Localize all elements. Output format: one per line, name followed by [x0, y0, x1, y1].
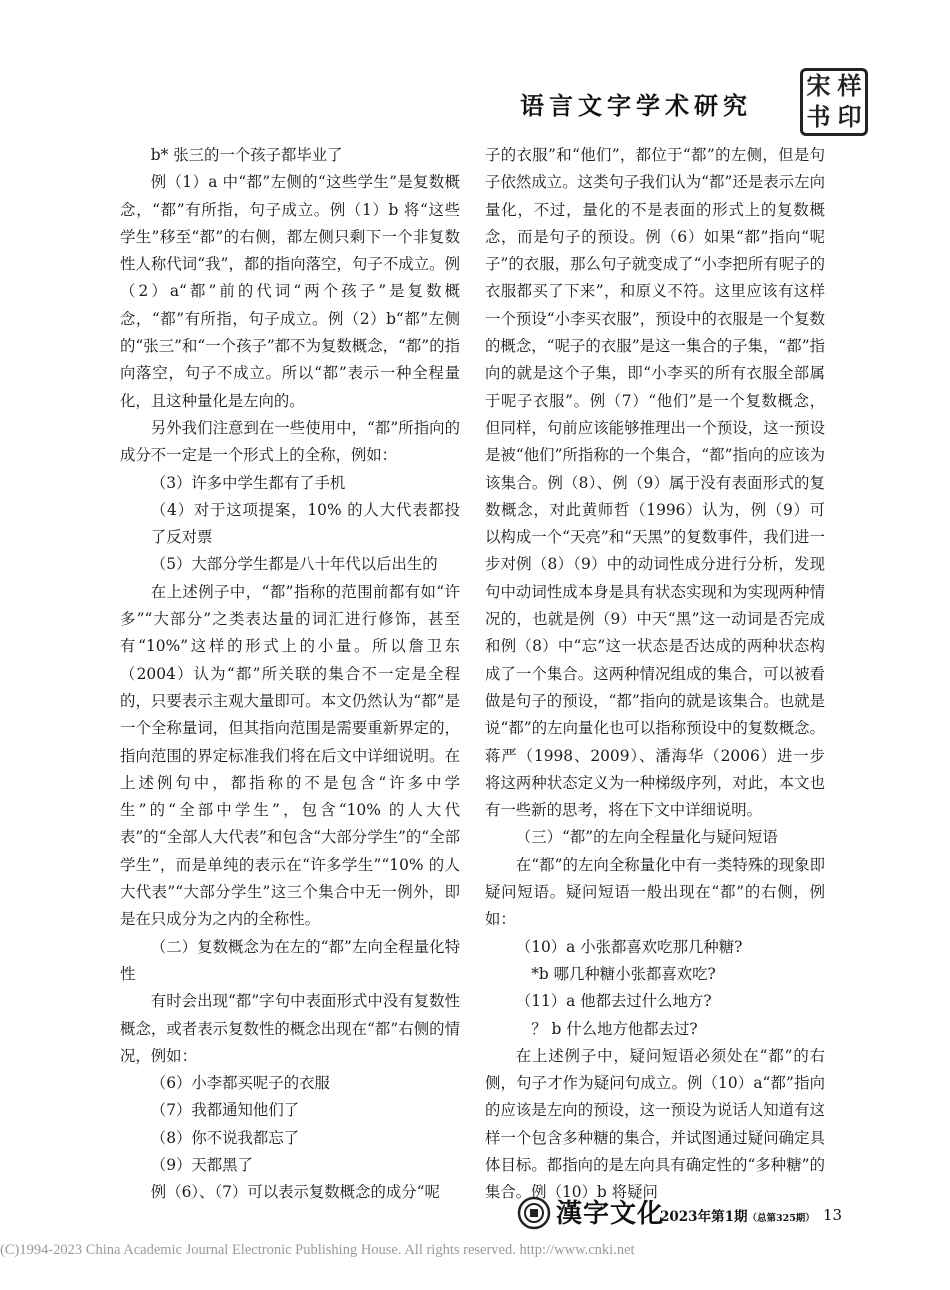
footer-issue-number: 2023年第1期 [660, 1209, 748, 1225]
right-text-column [485, 142, 825, 1207]
paragraph: ？ b 什么地方他都去过? [531, 1019, 698, 1038]
paragraph: 另外我们注意到在一些使用中，“都”所指向的成分不一定是一个形式上的全称，例如： [120, 418, 460, 465]
paragraph: 子的衣服”和“他们”，都位于“都”的左侧，但是句子依然成立。这类句子我们认为“都”还是表示左向量化，不过，量化的不是表面的形式上的复数概念，而是句子的预设。例（6）如果“都”指向“呢子”的衣服，那么句子就变成了“小李把所有呢子的衣服都买了下来”，和原义不符。这里应该有这样一个预设“小李买衣服”，预设中的衣服是一个复数的概念，“呢子的衣服”是这一集合的子集，“都”指向的就是这个子集，即“小李买的所有衣服全部属于呢子衣服”。例（7）“他们”是一个复数概念，但同样，句前应该能够推理出一个预设，这一预设是被“他们”所指称的一个集合，“都”指向的应该为该集合。例（8）、例（9）属于没有表面形式的复数概念，对此黄师哲（1996）认为，例（9）可以构成一个“天亮”和“天黑”的复数事件，我们进一步对例（8）（9）中的动词性成分进行分析，发现句中动词性成本身是具有状态实现和为实现两种情况的，也就是例（9）中天“黑”这一动词是否完成和例（8）中“忘”这一状态是否达成的两种状态构成了一个集合。这两种情况组成的集合，可以被看做是句子的预设，“都”指向的就是该集合。也就是说“都”的左向量化也可以指称预设中的复数概念。蒋严（1998、2009）、潘海华（2006）进一步将这两种状态定义为一种梯级序列，对此，本文也有一些新的思考，将在下文中详细说明。 [485, 146, 825, 820]
paragraph: （3）许多中学生都有了手机 [150, 473, 346, 492]
paragraph: 例（1）a 中“都”左侧的“这些学生”是复数概念，“都”有所指，句子成立。例（1）b 将“这些学生”移至“都”的右侧，都左侧只剩下一个非复数性人称代词“我”，都的指向落空，句子不成立。例（2）a“都”前的代词“两个孩子”是复数概念，“都”有所指，句子成立。例（2）b“都”左侧的“张三”和“一个孩子”都不为复数概念，“都”的指向落空，句子不成立。所以“都”表示一种全程量化，且这种量化是左向的。 [120, 173, 460, 410]
paragraph: 例（6）、（7）可以表示复数概念的成分“呢 [150, 1183, 440, 1202]
paragraph: （9）天都黑了 [150, 1155, 253, 1174]
paragraph: （10）a 小张都喜欢吃那几种糖? [515, 937, 743, 956]
journal-emblem-icon [517, 1196, 551, 1230]
paragraph: 有时会出现“都”字句中表面形式中没有复数性概念，或者表示复数性的概念出现在“都”右侧的情况，例如： [120, 992, 460, 1065]
paragraph: b* 张三的一个孩子都毕业了 [150, 146, 343, 164]
footer-issue [660, 1206, 815, 1228]
footer-journal-name: 漢字文化 [556, 1199, 665, 1229]
page-number: 13 [823, 1206, 843, 1224]
logo-char: 书 [806, 103, 831, 131]
logo-char: 样 [837, 72, 862, 100]
paragraph: （二）复数概念为在左的“都”左向全程量化特性 [120, 937, 460, 983]
paragraph: （5）大部分学生都是八十年代以后出生的 [150, 555, 438, 574]
paragraph: （7）我都通知他们了 [150, 1101, 300, 1120]
paragraph: 在上述例子中，“都”指称的范围前都有如“许多”“大部分”之类表达量的词汇进行修饰，甚至有“10%”这样的形式上的小量。所以詹卫东（2004）认为“都”所关联的集合不一定是全程的，只要表示主观大量即可。本文仍然认为“都”是一个全称量词，但其指向范围是需要重新界定的，指向范围的界定标准我们将在后文中详细说明。在上述例句中，都指称的不是包含“许多中学生”的“全部中学生”，包含“10% 的人大代表”的“全部人大代表”和包含“大部分学生”的“全部学生”，而是单纯的表示在“许多学生”“10% 的人大代表”“大部分学生”这三个集合中无一例外，即是在只成分为之内的全称性。 [120, 582, 460, 929]
copyright-notice: (C)1994-2023 China Academic Journal Electronic Publishing House. All rights reserved. http://www.cnki.net [0, 1242, 635, 1258]
paragraph: 在上述例子中，疑问短语必须处在“都”的右侧，句子才作为疑问句成立。例（10）a“都”指向的应该是左向的预设，这一预设为说话人知道有这样一个包含多种糖的集合，并试图通过疑问确定具体目标。都指向的是左向具有确定性的“多种糖”的集合。例（10）b 将疑问 [485, 1046, 825, 1202]
paragraph: （11）a 他都去过什么地方? [515, 992, 712, 1011]
logo-char: 宋 [806, 72, 831, 100]
paragraph: （8）你不说我都忘了 [150, 1128, 300, 1147]
footer-issue-total: （总第325期） [747, 1213, 815, 1224]
left-text-column [120, 142, 460, 1207]
paragraph: （6）小李都买呢子的衣服 [150, 1074, 330, 1093]
header-title: 语言文字学术研究 [520, 91, 752, 120]
journal-logo [800, 68, 868, 136]
paragraph: （三）“都”的左向全程量化与疑问短语 [515, 828, 778, 847]
paragraph: 在“都”的左向全称量化中有一类特殊的现象即疑问短语。疑问短语一般出现在“都”的右侧，例如： [485, 855, 825, 929]
paragraph: （4）对于这项提案，10% 的人大代表都投了反对票 [150, 500, 460, 547]
paragraph: *b 哪几种糖小张都喜欢吃? [531, 964, 716, 983]
logo-char: 印 [837, 103, 862, 131]
